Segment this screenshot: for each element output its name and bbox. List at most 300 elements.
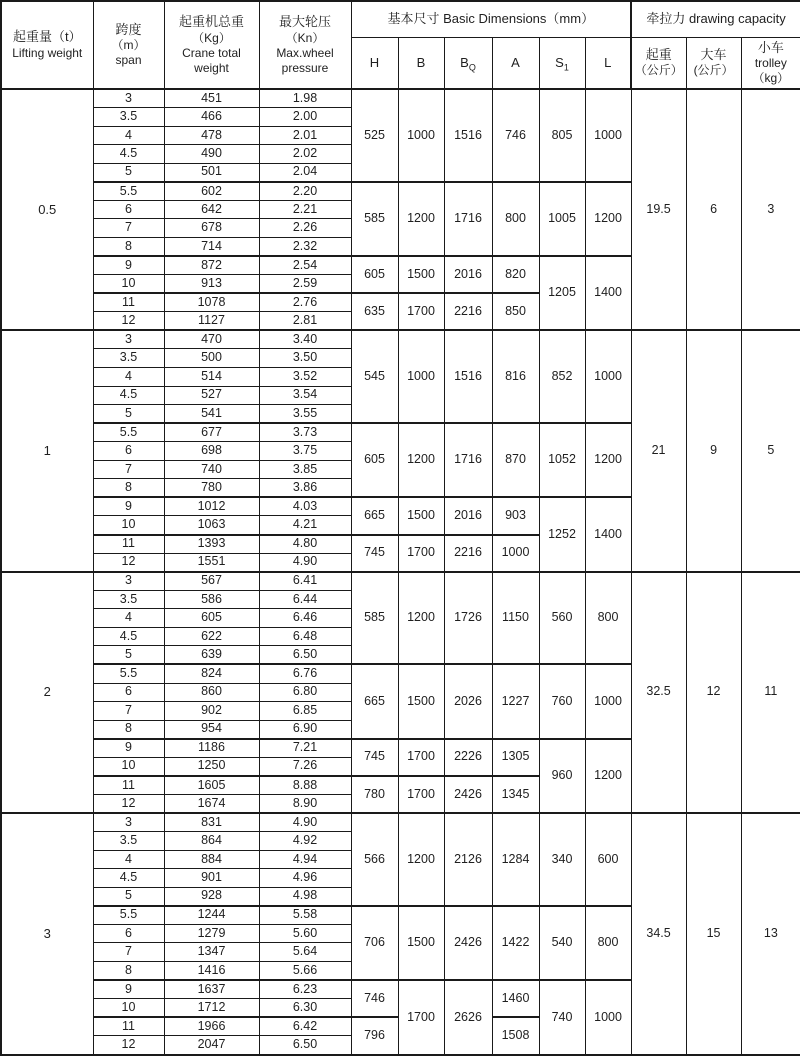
cell-wheel-pressure: 2.26: [259, 219, 351, 238]
table-row: [1, 330, 800, 349]
cell-dim-a: 800: [492, 182, 539, 256]
cell-wheel-pressure: 4.21: [259, 516, 351, 535]
cell-wheel-pressure: 4.80: [259, 535, 351, 554]
cell-span: 11: [93, 293, 164, 312]
cell-dim-s1: 1252: [539, 497, 585, 571]
cell-crane-weight: 500: [164, 349, 259, 368]
cell-span: 3: [93, 572, 164, 591]
cell-dim-h: 706: [351, 906, 398, 980]
header-dim-l: L: [585, 37, 631, 89]
header-cap-trolley-en: trolley: [754, 55, 787, 70]
table-row: [1, 572, 800, 591]
cell-dim-bq: 2216: [444, 535, 492, 572]
cell-dim-b: 1500: [398, 256, 444, 293]
cell-dim-s1: 1205: [539, 256, 585, 330]
cell-dim-a: 1284: [492, 813, 539, 906]
header-max-wheel-pressure-en1: Max.wheel: [276, 45, 334, 60]
cell-capacity-cart: 15: [686, 813, 741, 1055]
cell-crane-weight: 1012: [164, 497, 259, 516]
cell-crane-weight: 1127: [164, 312, 259, 331]
cell-crane-weight: 1393: [164, 535, 259, 554]
cell-wheel-pressure: 6.30: [259, 999, 351, 1018]
cell-crane-weight: 602: [164, 182, 259, 201]
cell-wheel-pressure: 6.42: [259, 1017, 351, 1036]
header-dim-bq: [444, 37, 492, 89]
header-crane-total-weight-zh: 起重机总重: [178, 14, 244, 30]
cell-wheel-pressure: 2.00: [259, 108, 351, 127]
cell-wheel-pressure: 2.02: [259, 145, 351, 164]
cell-dim-h: 605: [351, 423, 398, 497]
cell-wheel-pressure: 2.04: [259, 163, 351, 182]
cell-dim-s1: 760: [539, 664, 585, 738]
cell-span: 12: [93, 1036, 164, 1055]
cell-wheel-pressure: 6.90: [259, 720, 351, 739]
header-cap-trolley-zh: 小车: [757, 39, 784, 55]
cell-crane-weight: 1674: [164, 794, 259, 813]
cell-crane-weight: 678: [164, 219, 259, 238]
header-crane-total-weight: [164, 1, 259, 89]
cell-crane-weight: 1186: [164, 739, 259, 758]
cell-dim-bq: 1716: [444, 423, 492, 497]
header-lifting-weight: [1, 1, 93, 89]
cell-dim-l: 800: [585, 906, 631, 980]
header-cap-lifting-unit: （公斤）: [634, 63, 683, 78]
cell-wheel-pressure: 6.48: [259, 627, 351, 646]
cell-dim-h: 635: [351, 293, 398, 330]
table-row: [1, 813, 800, 832]
header-crane-total-weight-en1: Crane total: [182, 45, 241, 60]
cell-span: 4: [93, 126, 164, 145]
cell-dim-s1: 740: [539, 980, 585, 1055]
cell-span: 8: [93, 238, 164, 257]
cell-dim-a: 850: [492, 293, 539, 330]
cell-span: 10: [93, 516, 164, 535]
cell-span: 4: [93, 367, 164, 386]
cell-dim-h: 746: [351, 980, 398, 1017]
cell-span: 11: [93, 776, 164, 795]
cell-dim-bq: 2016: [444, 256, 492, 293]
cell-dim-bq: 2626: [444, 980, 492, 1055]
cell-wheel-pressure: 7.26: [259, 757, 351, 776]
cell-capacity-cart: 9: [686, 330, 741, 571]
cell-dim-l: 1200: [585, 182, 631, 256]
cell-capacity-lifting: 34.5: [631, 813, 686, 1055]
cell-crane-weight: 1637: [164, 980, 259, 999]
cell-crane-weight: 860: [164, 683, 259, 702]
cell-dim-l: 1000: [585, 664, 631, 738]
header-lifting-weight-zh: 起重量（t）: [12, 29, 82, 45]
cell-dim-b: 1700: [398, 739, 444, 776]
header-crane-total-weight-unit: （Kg）: [192, 30, 231, 45]
cell-wheel-pressure: 3.73: [259, 423, 351, 442]
header-crane-total-weight-en2: weight: [194, 60, 229, 75]
cell-crane-weight: 1078: [164, 293, 259, 312]
cell-wheel-pressure: 8.88: [259, 776, 351, 795]
cell-wheel-pressure: 6.41: [259, 572, 351, 591]
cell-span: 4.5: [93, 627, 164, 646]
cell-dim-a: 746: [492, 89, 539, 182]
table-row: [1, 89, 800, 108]
header-cap-cart-zh: 大车: [700, 47, 727, 63]
cell-capacity-trolley: 11: [741, 572, 800, 813]
cell-dim-s1: 340: [539, 813, 585, 906]
cell-crane-weight: 1551: [164, 553, 259, 572]
cell-dim-b: 1200: [398, 572, 444, 665]
cell-wheel-pressure: 6.50: [259, 646, 351, 665]
cell-lifting-weight: 2: [1, 572, 93, 813]
cell-span: 10: [93, 275, 164, 294]
cell-wheel-pressure: 3.40: [259, 330, 351, 349]
cell-wheel-pressure: 2.54: [259, 256, 351, 275]
header-cap-cart-unit: (公斤）: [693, 63, 734, 78]
header-cap-lifting-zh: 起重: [645, 47, 672, 63]
cell-crane-weight: 864: [164, 832, 259, 851]
cell-dim-h: 585: [351, 182, 398, 256]
header-span-unit: （m）: [111, 38, 146, 53]
cell-span: 5: [93, 646, 164, 665]
cell-crane-weight: 567: [164, 572, 259, 591]
cell-wheel-pressure: 2.32: [259, 238, 351, 257]
cell-crane-weight: 2047: [164, 1036, 259, 1055]
cell-span: 4.5: [93, 386, 164, 405]
cell-crane-weight: 872: [164, 256, 259, 275]
header-cap-cart: [686, 37, 741, 89]
cell-lifting-weight: 0.5: [1, 89, 93, 330]
header-max-wheel-pressure-unit: （Kn）: [285, 30, 325, 45]
cell-dim-bq: 1726: [444, 572, 492, 665]
cell-dim-a: 1000: [492, 535, 539, 572]
cell-span: 12: [93, 794, 164, 813]
cell-span: 5.5: [93, 182, 164, 201]
cell-dim-b: 1000: [398, 89, 444, 182]
cell-dim-s1: 852: [539, 330, 585, 423]
header-dim-bq-base: B: [460, 54, 469, 70]
cell-wheel-pressure: 6.80: [259, 683, 351, 702]
cell-dim-b: 1700: [398, 535, 444, 572]
cell-dim-b: 1500: [398, 906, 444, 980]
cell-dim-a: 903: [492, 497, 539, 534]
cell-dim-l: 1000: [585, 89, 631, 182]
cell-wheel-pressure: 3.54: [259, 386, 351, 405]
cell-crane-weight: 698: [164, 442, 259, 461]
crane-table-body: [1, 89, 800, 1055]
header-max-wheel-pressure: [259, 1, 351, 89]
cell-span: 11: [93, 1017, 164, 1036]
header-span-zh: 跨度: [115, 21, 142, 37]
cell-span: 7: [93, 702, 164, 721]
cell-crane-weight: 1966: [164, 1017, 259, 1036]
cell-span: 7: [93, 943, 164, 962]
cell-dim-l: 1200: [585, 423, 631, 497]
cell-capacity-cart: 12: [686, 572, 741, 813]
cell-capacity-cart: 6: [686, 89, 741, 330]
header-dim-h: H: [351, 37, 398, 89]
cell-span: 4: [93, 609, 164, 628]
cell-crane-weight: 541: [164, 405, 259, 424]
header-dim-s1: [539, 37, 585, 89]
cell-crane-weight: 1347: [164, 943, 259, 962]
cell-span: 4.5: [93, 869, 164, 888]
cell-dim-a: 820: [492, 256, 539, 293]
cell-span: 6: [93, 442, 164, 461]
cell-capacity-lifting: 32.5: [631, 572, 686, 813]
header-cap-trolley-unit: （kg）: [752, 70, 790, 85]
cell-dim-h: 665: [351, 497, 398, 534]
cell-dim-a: 1345: [492, 776, 539, 813]
cell-wheel-pressure: 6.76: [259, 664, 351, 683]
cell-crane-weight: 1416: [164, 961, 259, 980]
header-span-en: span: [115, 53, 142, 68]
cell-wheel-pressure: 3.86: [259, 479, 351, 498]
cell-dim-s1: 805: [539, 89, 585, 182]
cell-dim-l: 1400: [585, 256, 631, 330]
cell-dim-b: 1000: [398, 330, 444, 423]
cell-capacity-trolley: 3: [741, 89, 800, 330]
header-lifting-weight-en: Lifting weight: [12, 45, 83, 60]
cell-dim-b: 1200: [398, 423, 444, 497]
cell-span: 3: [93, 89, 164, 108]
cell-crane-weight: 1712: [164, 999, 259, 1018]
cell-span: 3: [93, 813, 164, 832]
cell-dim-l: 1400: [585, 497, 631, 571]
cell-dim-a: 870: [492, 423, 539, 497]
cell-crane-weight: 928: [164, 887, 259, 906]
header-span: [93, 1, 164, 89]
cell-span: 8: [93, 720, 164, 739]
cell-wheel-pressure: 3.52: [259, 367, 351, 386]
cell-wheel-pressure: 4.98: [259, 887, 351, 906]
cell-span: 5.5: [93, 906, 164, 925]
cell-wheel-pressure: 4.94: [259, 850, 351, 869]
cell-wheel-pressure: 4.90: [259, 553, 351, 572]
cell-dim-l: 1000: [585, 330, 631, 423]
cell-crane-weight: 954: [164, 720, 259, 739]
cell-span: 12: [93, 312, 164, 331]
header-dim-s1-base: S: [555, 54, 564, 70]
cell-wheel-pressure: 5.60: [259, 924, 351, 943]
cell-crane-weight: 902: [164, 702, 259, 721]
cell-dim-bq: 2126: [444, 813, 492, 906]
cell-wheel-pressure: 2.01: [259, 126, 351, 145]
cell-crane-weight: 1244: [164, 906, 259, 925]
cell-dim-h: 545: [351, 330, 398, 423]
cell-crane-weight: 501: [164, 163, 259, 182]
cell-crane-weight: 1605: [164, 776, 259, 795]
cell-dim-b: 1700: [398, 980, 444, 1055]
cell-dim-h: 605: [351, 256, 398, 293]
cell-wheel-pressure: 5.66: [259, 961, 351, 980]
cell-dim-b: 1500: [398, 664, 444, 738]
cell-capacity-lifting: 21: [631, 330, 686, 571]
cell-lifting-weight: 1: [1, 330, 93, 571]
cell-span: 10: [93, 999, 164, 1018]
cell-crane-weight: 642: [164, 200, 259, 219]
cell-span: 12: [93, 553, 164, 572]
cell-dim-bq: 2426: [444, 776, 492, 813]
cell-wheel-pressure: 7.21: [259, 739, 351, 758]
cell-crane-weight: 714: [164, 238, 259, 257]
cell-crane-weight: 622: [164, 627, 259, 646]
cell-dim-h: 665: [351, 664, 398, 738]
cell-span: 8: [93, 961, 164, 980]
cell-span: 10: [93, 757, 164, 776]
cell-crane-weight: 527: [164, 386, 259, 405]
cell-span: 4: [93, 850, 164, 869]
cell-dim-bq: 2426: [444, 906, 492, 980]
cell-crane-weight: 586: [164, 590, 259, 609]
table-header: [1, 1, 800, 89]
cell-wheel-pressure: 3.85: [259, 460, 351, 479]
cell-span: 4.5: [93, 145, 164, 164]
header-max-wheel-pressure-en2: pressure: [281, 60, 329, 75]
cell-dim-h: 585: [351, 572, 398, 665]
cell-dim-h: 566: [351, 813, 398, 906]
cell-wheel-pressure: 2.59: [259, 275, 351, 294]
cell-wheel-pressure: 6.23: [259, 980, 351, 999]
header-cap-lifting: [631, 37, 686, 89]
cell-dim-a: 1305: [492, 739, 539, 776]
cell-dim-l: 600: [585, 813, 631, 906]
cell-span: 3.5: [93, 349, 164, 368]
cell-wheel-pressure: 1.98: [259, 89, 351, 108]
cell-span: 7: [93, 460, 164, 479]
cell-wheel-pressure: 3.50: [259, 349, 351, 368]
cell-span: 5.5: [93, 423, 164, 442]
cell-span: 5: [93, 887, 164, 906]
cell-crane-weight: 490: [164, 145, 259, 164]
cell-crane-weight: 901: [164, 869, 259, 888]
cell-crane-weight: 740: [164, 460, 259, 479]
cell-span: 6: [93, 924, 164, 943]
cell-wheel-pressure: 2.21: [259, 200, 351, 219]
cell-wheel-pressure: 4.90: [259, 813, 351, 832]
cell-wheel-pressure: 8.90: [259, 794, 351, 813]
cell-span: 11: [93, 535, 164, 554]
header-dim-s1-sub: 1: [563, 62, 569, 73]
cell-crane-weight: 1250: [164, 757, 259, 776]
header-drawing-capacity-group: 牵拉力 drawing capacity: [631, 1, 800, 37]
cell-dim-bq: 2216: [444, 293, 492, 330]
cell-dim-s1: 560: [539, 572, 585, 665]
cell-crane-weight: 478: [164, 126, 259, 145]
cell-span: 3.5: [93, 832, 164, 851]
header-max-wheel-pressure-zh: 最大轮压: [278, 14, 331, 30]
header-dim-bq-sub: Q: [468, 62, 476, 73]
cell-span: 6: [93, 200, 164, 219]
cell-dim-a: 816: [492, 330, 539, 423]
cell-span: 9: [93, 980, 164, 999]
cell-wheel-pressure: 4.92: [259, 832, 351, 851]
cell-dim-b: 1200: [398, 182, 444, 256]
cell-dim-a: 1227: [492, 664, 539, 738]
cell-dim-b: 1500: [398, 497, 444, 534]
cell-span: 9: [93, 739, 164, 758]
cell-dim-a: 1460: [492, 980, 539, 1017]
cell-dim-a: 1422: [492, 906, 539, 980]
cell-capacity-trolley: 5: [741, 330, 800, 571]
cell-dim-l: 1200: [585, 739, 631, 813]
cell-wheel-pressure: 4.96: [259, 869, 351, 888]
cell-dim-b: 1700: [398, 293, 444, 330]
header-cap-trolley: [741, 37, 800, 89]
cell-wheel-pressure: 6.44: [259, 590, 351, 609]
cell-dim-s1: 1005: [539, 182, 585, 256]
cell-span: 5: [93, 163, 164, 182]
cell-dim-l: 800: [585, 572, 631, 665]
cell-span: 8: [93, 479, 164, 498]
cell-wheel-pressure: 2.76: [259, 293, 351, 312]
cell-crane-weight: 1279: [164, 924, 259, 943]
cell-span: 5.5: [93, 664, 164, 683]
cell-span: 9: [93, 497, 164, 516]
cell-wheel-pressure: 3.55: [259, 405, 351, 424]
cell-dim-bq: 1516: [444, 89, 492, 182]
cell-wheel-pressure: 3.75: [259, 442, 351, 461]
cell-crane-weight: 677: [164, 423, 259, 442]
header-dim-b: B: [398, 37, 444, 89]
cell-crane-weight: 1063: [164, 516, 259, 535]
cell-span: 3.5: [93, 108, 164, 127]
cell-span: 5: [93, 405, 164, 424]
cell-dim-bq: 2226: [444, 739, 492, 776]
cell-crane-weight: 824: [164, 664, 259, 683]
cell-crane-weight: 831: [164, 813, 259, 832]
header-dim-a: A: [492, 37, 539, 89]
cell-crane-weight: 470: [164, 330, 259, 349]
cell-crane-weight: 605: [164, 609, 259, 628]
cell-capacity-lifting: 19.5: [631, 89, 686, 330]
cell-lifting-weight: 3: [1, 813, 93, 1055]
cell-crane-weight: 913: [164, 275, 259, 294]
cell-dim-h: 780: [351, 776, 398, 813]
cell-wheel-pressure: 6.50: [259, 1036, 351, 1055]
cell-crane-weight: 639: [164, 646, 259, 665]
cell-span: 3.5: [93, 590, 164, 609]
cell-span: 3: [93, 330, 164, 349]
cell-crane-weight: 466: [164, 108, 259, 127]
cell-span: 7: [93, 219, 164, 238]
cell-dim-h: 745: [351, 739, 398, 776]
cell-wheel-pressure: 5.64: [259, 943, 351, 962]
cell-capacity-trolley: 13: [741, 813, 800, 1055]
cell-crane-weight: 514: [164, 367, 259, 386]
cell-wheel-pressure: 6.85: [259, 702, 351, 721]
cell-crane-weight: 451: [164, 89, 259, 108]
cell-dim-h: 796: [351, 1017, 398, 1055]
cell-crane-weight: 780: [164, 479, 259, 498]
cell-dim-bq: 1716: [444, 182, 492, 256]
cell-dim-h: 525: [351, 89, 398, 182]
cell-dim-b: 1200: [398, 813, 444, 906]
cell-crane-weight: 884: [164, 850, 259, 869]
cell-dim-bq: 2016: [444, 497, 492, 534]
cell-dim-h: 745: [351, 535, 398, 572]
cell-dim-b: 1700: [398, 776, 444, 813]
cell-dim-a: 1150: [492, 572, 539, 665]
cell-span: 6: [93, 683, 164, 702]
cell-span: 9: [93, 256, 164, 275]
cell-dim-s1: 540: [539, 906, 585, 980]
cell-dim-bq: 1516: [444, 330, 492, 423]
cell-dim-a: 1508: [492, 1017, 539, 1055]
cell-wheel-pressure: 6.46: [259, 609, 351, 628]
cell-dim-s1: 960: [539, 739, 585, 813]
cell-wheel-pressure: 4.03: [259, 497, 351, 516]
cell-dim-bq: 2026: [444, 664, 492, 738]
header-basic-dimensions-group: 基本尺寸 Basic Dimensions（mm）: [351, 1, 631, 37]
cell-wheel-pressure: 2.20: [259, 182, 351, 201]
cell-dim-s1: 1052: [539, 423, 585, 497]
